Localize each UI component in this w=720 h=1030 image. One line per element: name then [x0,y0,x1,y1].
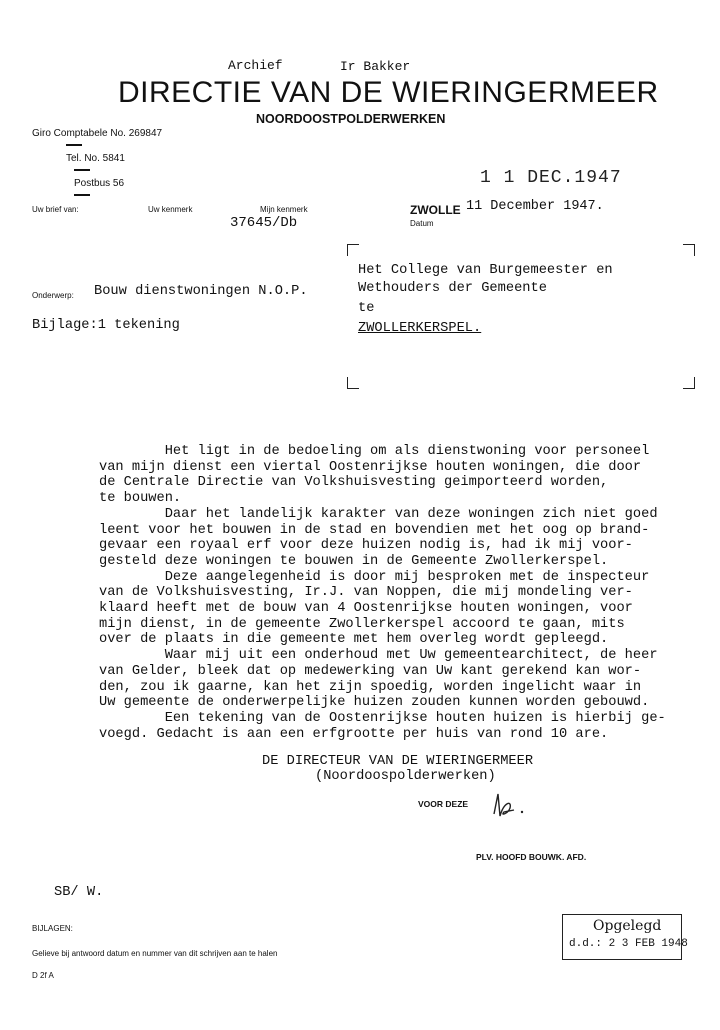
form-code: D 2f A [32,971,54,980]
body-line: te bouwen. [99,491,182,507]
subject-value: Bouw dienstwoningen N.O.P. [94,284,308,299]
body-line: Daar het landelijk karakter van deze woningen zich niet goed [99,506,658,522]
stamp-date: d.d.: 2 3 FEB 1948 [569,938,688,950]
opgelegd-stamp [562,914,688,960]
body-line: Deze aangelegenheid is door mij besproken met de inspecteur [99,569,650,585]
recipient-annotation: Ir Bakker [340,59,411,74]
address-city: ZWOLLERKERSPEL. [358,321,482,336]
reply-instruction: Gelieve bij antwoord datum en nummer van dit schrijven aan te halen [32,949,278,958]
divider-dash [66,144,82,146]
address-corner-bottom-left [347,377,359,389]
address-line: te [358,301,375,316]
address-line: Het College van Burgemeester en [358,263,613,278]
mijn-kenmerk-label: Mijn kenmerk [260,205,308,214]
datum-label: Datum [410,219,434,228]
received-date-stamp: 1 1 DEC.1947 [480,168,622,188]
body-line: van de Volkshuisvesting, Ir.J. van Noppen, die mij mondeling ver- [99,585,633,601]
giro-number: Giro Comptabele No. 269847 [32,128,163,139]
uw-kenmerk-label: Uw kenmerk [148,205,193,214]
org-title: DIRECTIE VAN DE WIERINGERMEER [118,76,659,109]
mijn-kenmerk-value: 37645/Db [230,215,298,231]
address-corner-top-left [347,244,359,256]
org-subtitle: NOORDOOSTPOLDERWERKEN [256,112,446,126]
address-corner-bottom-right [683,377,695,389]
body-line: van Gelder, bleek dat op medewerking van Uw kant gerekend kan wor- [99,663,642,679]
body-line: gevaar een royaal erf voor deze huizen nodig is, had ik mij voor- [99,538,633,554]
uw-brief-label: Uw brief van: [32,205,79,214]
body-line: Het ligt in de bedoeling om als dienstwoning voor personeel [99,444,650,459]
body-line: van mijn dienst een viertal Oostenrijkse houten woningen, die door [99,459,642,475]
body-line: leent voor het bouwen in de stad en bovendien met het oog op brand- [99,522,650,538]
body-line: over de plaats in die gemeente met hem overleg wordt gepleegd. [99,632,609,648]
archief-annotation: Archief [228,58,283,73]
tel-number: Tel. No. 5841 [66,153,125,164]
divider-dash [74,194,90,196]
voor-deze-label: VOOR DEZE [418,799,469,809]
signature-title: DE DIRECTEUR VAN DE WIERINGERMEER [262,754,534,769]
body-line: Een tekening van de Oostenrijkse houten huizen is hierbij ge- [99,710,666,726]
body-line: voegd. Gedacht is aan een erfgrootte per huis van rond 10 are. [99,726,609,742]
body-line: Uw gemeente de onderwerpelijke huizen zouden kunnen worden gebouwd. [99,695,650,711]
subject-label: Onderwerp: [32,291,74,300]
signatory-function: PLV. HOOFD BOUWK. AFD. [476,852,587,862]
body-line: de Centrale Directie van Volkshuisvesting geimporteerd worden, [99,475,609,491]
postbus: Postbus 56 [74,178,125,189]
address-line: Wethouders der Gemeente [358,281,547,296]
body-line: den, zou ik gaarne, kan het zijn spoedig, worden ingelicht waar in [99,679,642,695]
bijlagen-label: BIJLAGEN: [32,924,73,933]
body-line: gesteld deze woningen te bouwen in de Gemeente Zwollerkerspel. [99,553,609,569]
handwritten-signature [490,790,536,820]
letter-body [99,444,699,742]
stamp-title: Opgelegd [593,918,662,934]
divider-dash [74,169,90,171]
signature-subtitle: (Noordoospolderwerken) [315,769,496,784]
bijlage-line: Bijlage:1 tekening [32,318,180,333]
letter-date: 11 December 1947. [466,199,604,214]
place-name: ZWOLLE [410,203,461,217]
typist-initials: SB/ W. [54,885,104,900]
body-line: Waar mij uit een onderhoud met Uw gemeentearchitect, de heer [99,648,658,664]
body-line: mijn dienst, in de gemeente Zwollerkerspel accoord te gaan, mits [99,616,625,632]
address-corner-top-right [683,244,695,256]
body-line: klaard heeft met de bouw van 4 Oostenrijkse houten woningen, voor [99,601,633,617]
